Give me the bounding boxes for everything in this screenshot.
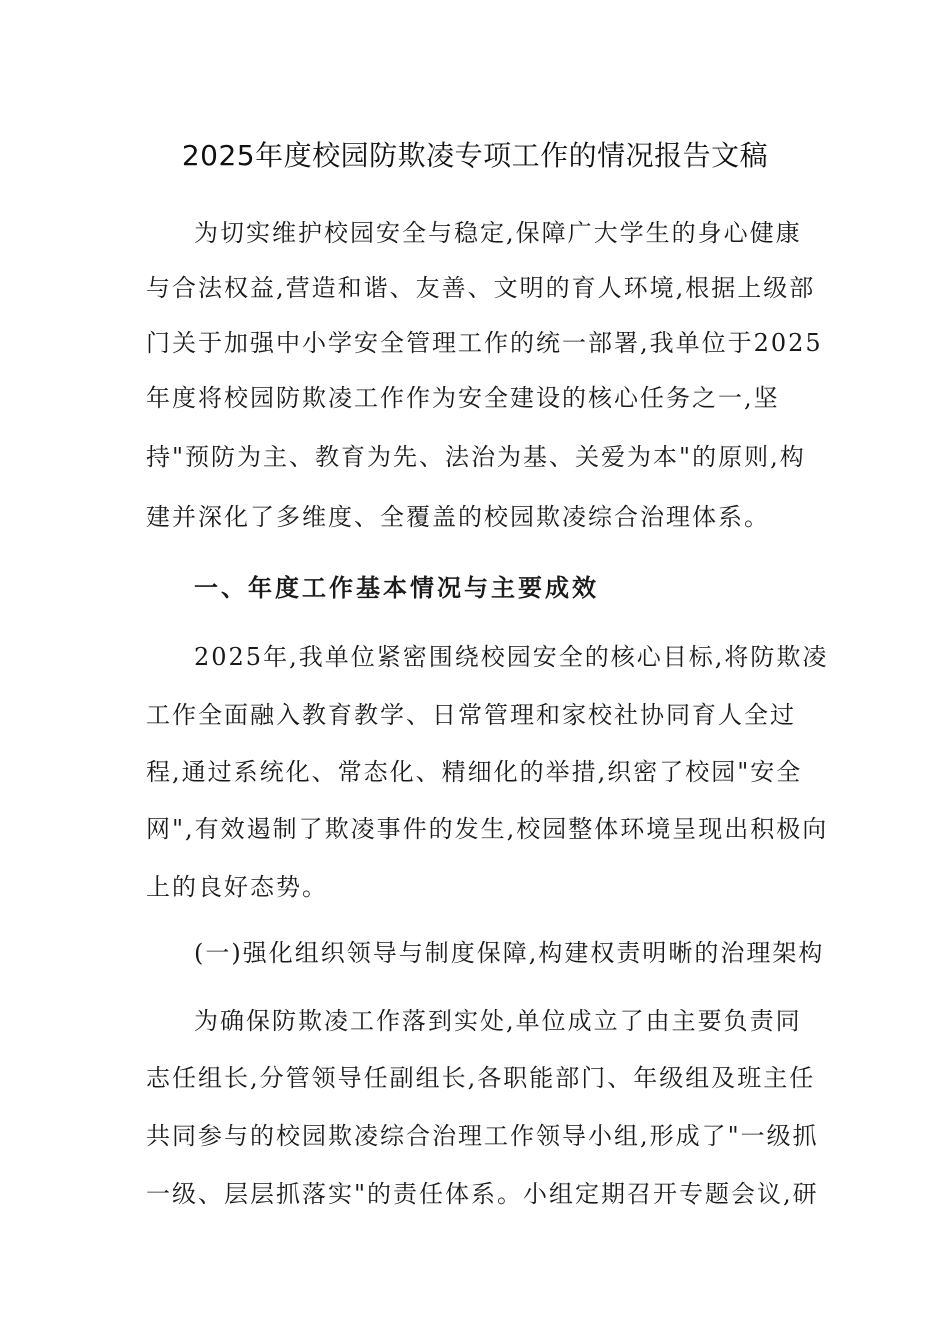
section-heading: 一、年度工作基本情况与主要成效 bbox=[194, 573, 599, 602]
paragraph-line: 与合法权益,营造和谐、友善、文明的育人环境,根据上级部 bbox=[146, 274, 816, 302]
paragraph-line: 为切实维护校园安全与稳定,保障广大学生的身心健康 bbox=[194, 219, 802, 247]
paragraph-line: 年度将校园防欺凌工作作为安全建设的核心任务之一,坚 bbox=[146, 384, 780, 412]
paragraph-line: 持"预防为主、教育为先、法治为基、关爱为本"的原则,构 bbox=[146, 443, 806, 471]
paragraph-line: 工作全面融入教育教学、日常管理和家校社协同育人全过 bbox=[146, 701, 796, 729]
paragraph-line: 建并深化了多维度、全覆盖的校园欺凌综合治理体系。 bbox=[146, 503, 770, 531]
paragraph-line: 门关于加强中小学安全管理工作的统一部署,我单位于2025 bbox=[146, 329, 823, 357]
paragraph-line: 志任组长,分管领导任副组长,各职能部门、年级组及班主任 bbox=[146, 1064, 816, 1092]
paragraph-line: 2025年,我单位紧密围绕校园安全的核心目标,将防欺凌 bbox=[194, 643, 829, 671]
paragraph-line: 网",有效遏制了欺凌事件的发生,校园整体环境呈现出积极向 bbox=[146, 815, 829, 843]
paragraph-line: 上的良好态势。 bbox=[146, 873, 328, 901]
document-title: 2025年度校园防欺凌专项工作的情况报告文稿 bbox=[181, 139, 769, 172]
paragraph-line: 共同参与的校园欺凌综合治理工作领导小组,形成了"一级抓 bbox=[146, 1122, 819, 1150]
paragraph-line: 为确保防欺凌工作落到实处,单位成立了由主要负责同 bbox=[194, 1007, 802, 1035]
paragraph-line: 程,通过系统化、常态化、精细化的举措,织密了校园"安全 bbox=[146, 758, 803, 786]
paragraph-line: 一级、层层抓落实"的责任体系。小组定期召开专题会议,研 bbox=[146, 1180, 819, 1208]
subsection-heading: (一)强化组织领导与制度保障,构建权责明晰的治理架构 bbox=[194, 939, 825, 967]
